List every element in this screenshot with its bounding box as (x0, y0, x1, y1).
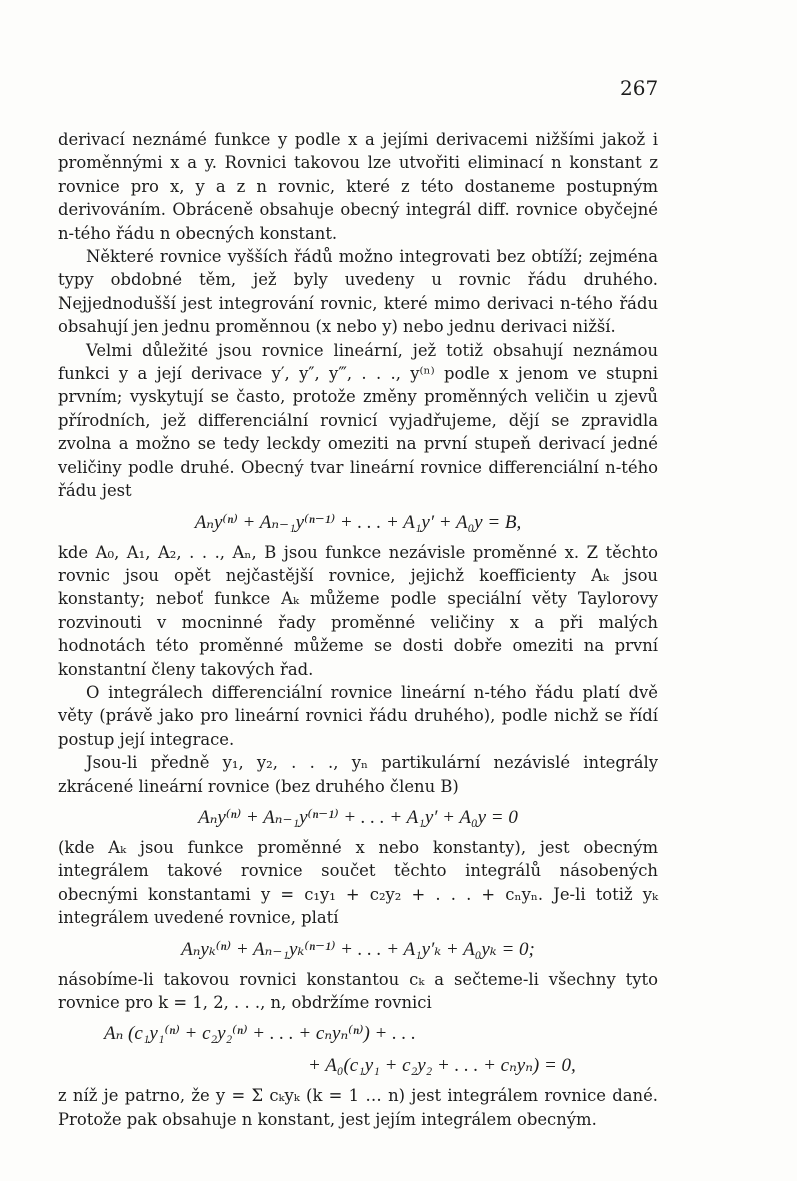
equation-general-linear: Aₙy⁽ⁿ⁾ + Aₙ₋₁y⁽ⁿ⁻¹⁾ + . . . + A₁y′ + A₀y = B, (194, 511, 522, 533)
paragraph-8: násobíme-li takovou rovnici konstantou cₖ a sečteme-li všechny tyto rovnice pro k = 1, 2, . . ., n, obdržíme rovnici (58, 969, 658, 1012)
paragraph-4: kde A₀, A₁, A₂, . . ., Aₙ, B jsou funkce nezávisle proměnné x. Z těchto rovnic jsou opět nejčastější rovnice, jejichž koefficienty Aₖ jsou konstanty; neboť funkce Aₖ můžeme podle speciální věty Taylorovy rozvinouti v mocninné řady proměnné veličiny x a při malých hodnotách této proměnné můžeme se dosti dobře omeziti na první konstantní členy takových řad. (58, 542, 658, 679)
paragraph-3: Velmi důležité jsou rovnice lineární, jež totiž obsahují neznámou funkci y a její derivace y′, y″, y‴, . . ., y⁽ⁿ⁾ podle x jenom ve stupni prvním; vyskytují se často, protože změny proměnných veličin u zjevů přírodních, jež differenciální rovnicí vyjadřujeme, dějí se zpravidla zvolna a možno se tedy leckdy omeziti na první stupeň derivací jedné veličiny podle druhé. Obecný tvar lineární rovnice differenciální n-tého řádu jest (58, 340, 658, 501)
paragraph-7: (kde Aₖ jsou funkce proměnné x nebo konstanty), jest obecným integrálem takové rovnice součet těchto integrálů násobených obecnými konstantami y = c₁y₁ + c₂y₂ + . . . + cₙyₙ. Je-li totiž yₖ integrálem uvedené rovnice, platí (58, 837, 658, 928)
equation-particular-integral: Aₙyₖ⁽ⁿ⁾ + Aₙ₋₁yₖ⁽ⁿ⁻¹⁾ + . . . + A₁y′ₖ + A₀yₖ = 0; (181, 938, 535, 960)
paragraph-1: derivací neznámé funkce y podle x a jejími derivacemi nižšími jakož i proměnnými x a y. Rovnici takovou lze utvořiti eliminací n konstant z rovnice pro x, y a z n rovnic, které z této dostaneme postupným derivováním. Obráceně obsahuje obecný integrál diff. rovnice obyčejné n-tého řádu n obecných konstant. (58, 130, 658, 243)
paragraph-6: Jsou-li předně y₁, y₂, . . ., yₙ partikulární nezávislé integrály zkrácené lineární rovnice (bez druhého členu B) (58, 753, 658, 796)
paragraph-9: z níž je patrno, že y = Σ cₖyₖ (k = 1 … n) jest integrálem rovnice dané. Protože pak obsahuje n konstant, jest jejím integrálem obecným. (58, 1086, 658, 1129)
equation-sum-line-1: Aₙ (c₁y₁⁽ⁿ⁾ + c₂y₂⁽ⁿ⁾ + . . . + cₙyₙ⁽ⁿ⁾) + . . . (104, 1023, 416, 1045)
equation-reduced-linear: Aₙy⁽ⁿ⁾ + Aₙ₋₁y⁽ⁿ⁻¹⁾ + . . . + A₁y′ + A₀y = 0 (198, 806, 518, 828)
page-body (58, 128, 658, 1131)
paragraph-2: Některé rovnice vyšších řádů možno integrovati bez obtíží; zejména typy obdobné těm, jež byly uvedeny u rovnic řádu druhého. Nejjednodušší jest integrování rovnic, které mimo derivaci n-tého řádu obsahují jen jednu proměnnou (x nebo y) nebo jednu derivaci nižší. (58, 247, 658, 337)
equation-sum-line-2: + A₀(c₁y₁ + c₂y₂ + . . . + cₙyₙ) = 0, (308, 1055, 576, 1077)
page-number: 267 (620, 76, 659, 100)
paragraph-5: O integrálech differenciální rovnice lineární n-tého řádu platí dvě věty (právě jako pro lineární rovnici řádu druhého), podle nichž se řídí postup její integrace. (58, 682, 658, 749)
